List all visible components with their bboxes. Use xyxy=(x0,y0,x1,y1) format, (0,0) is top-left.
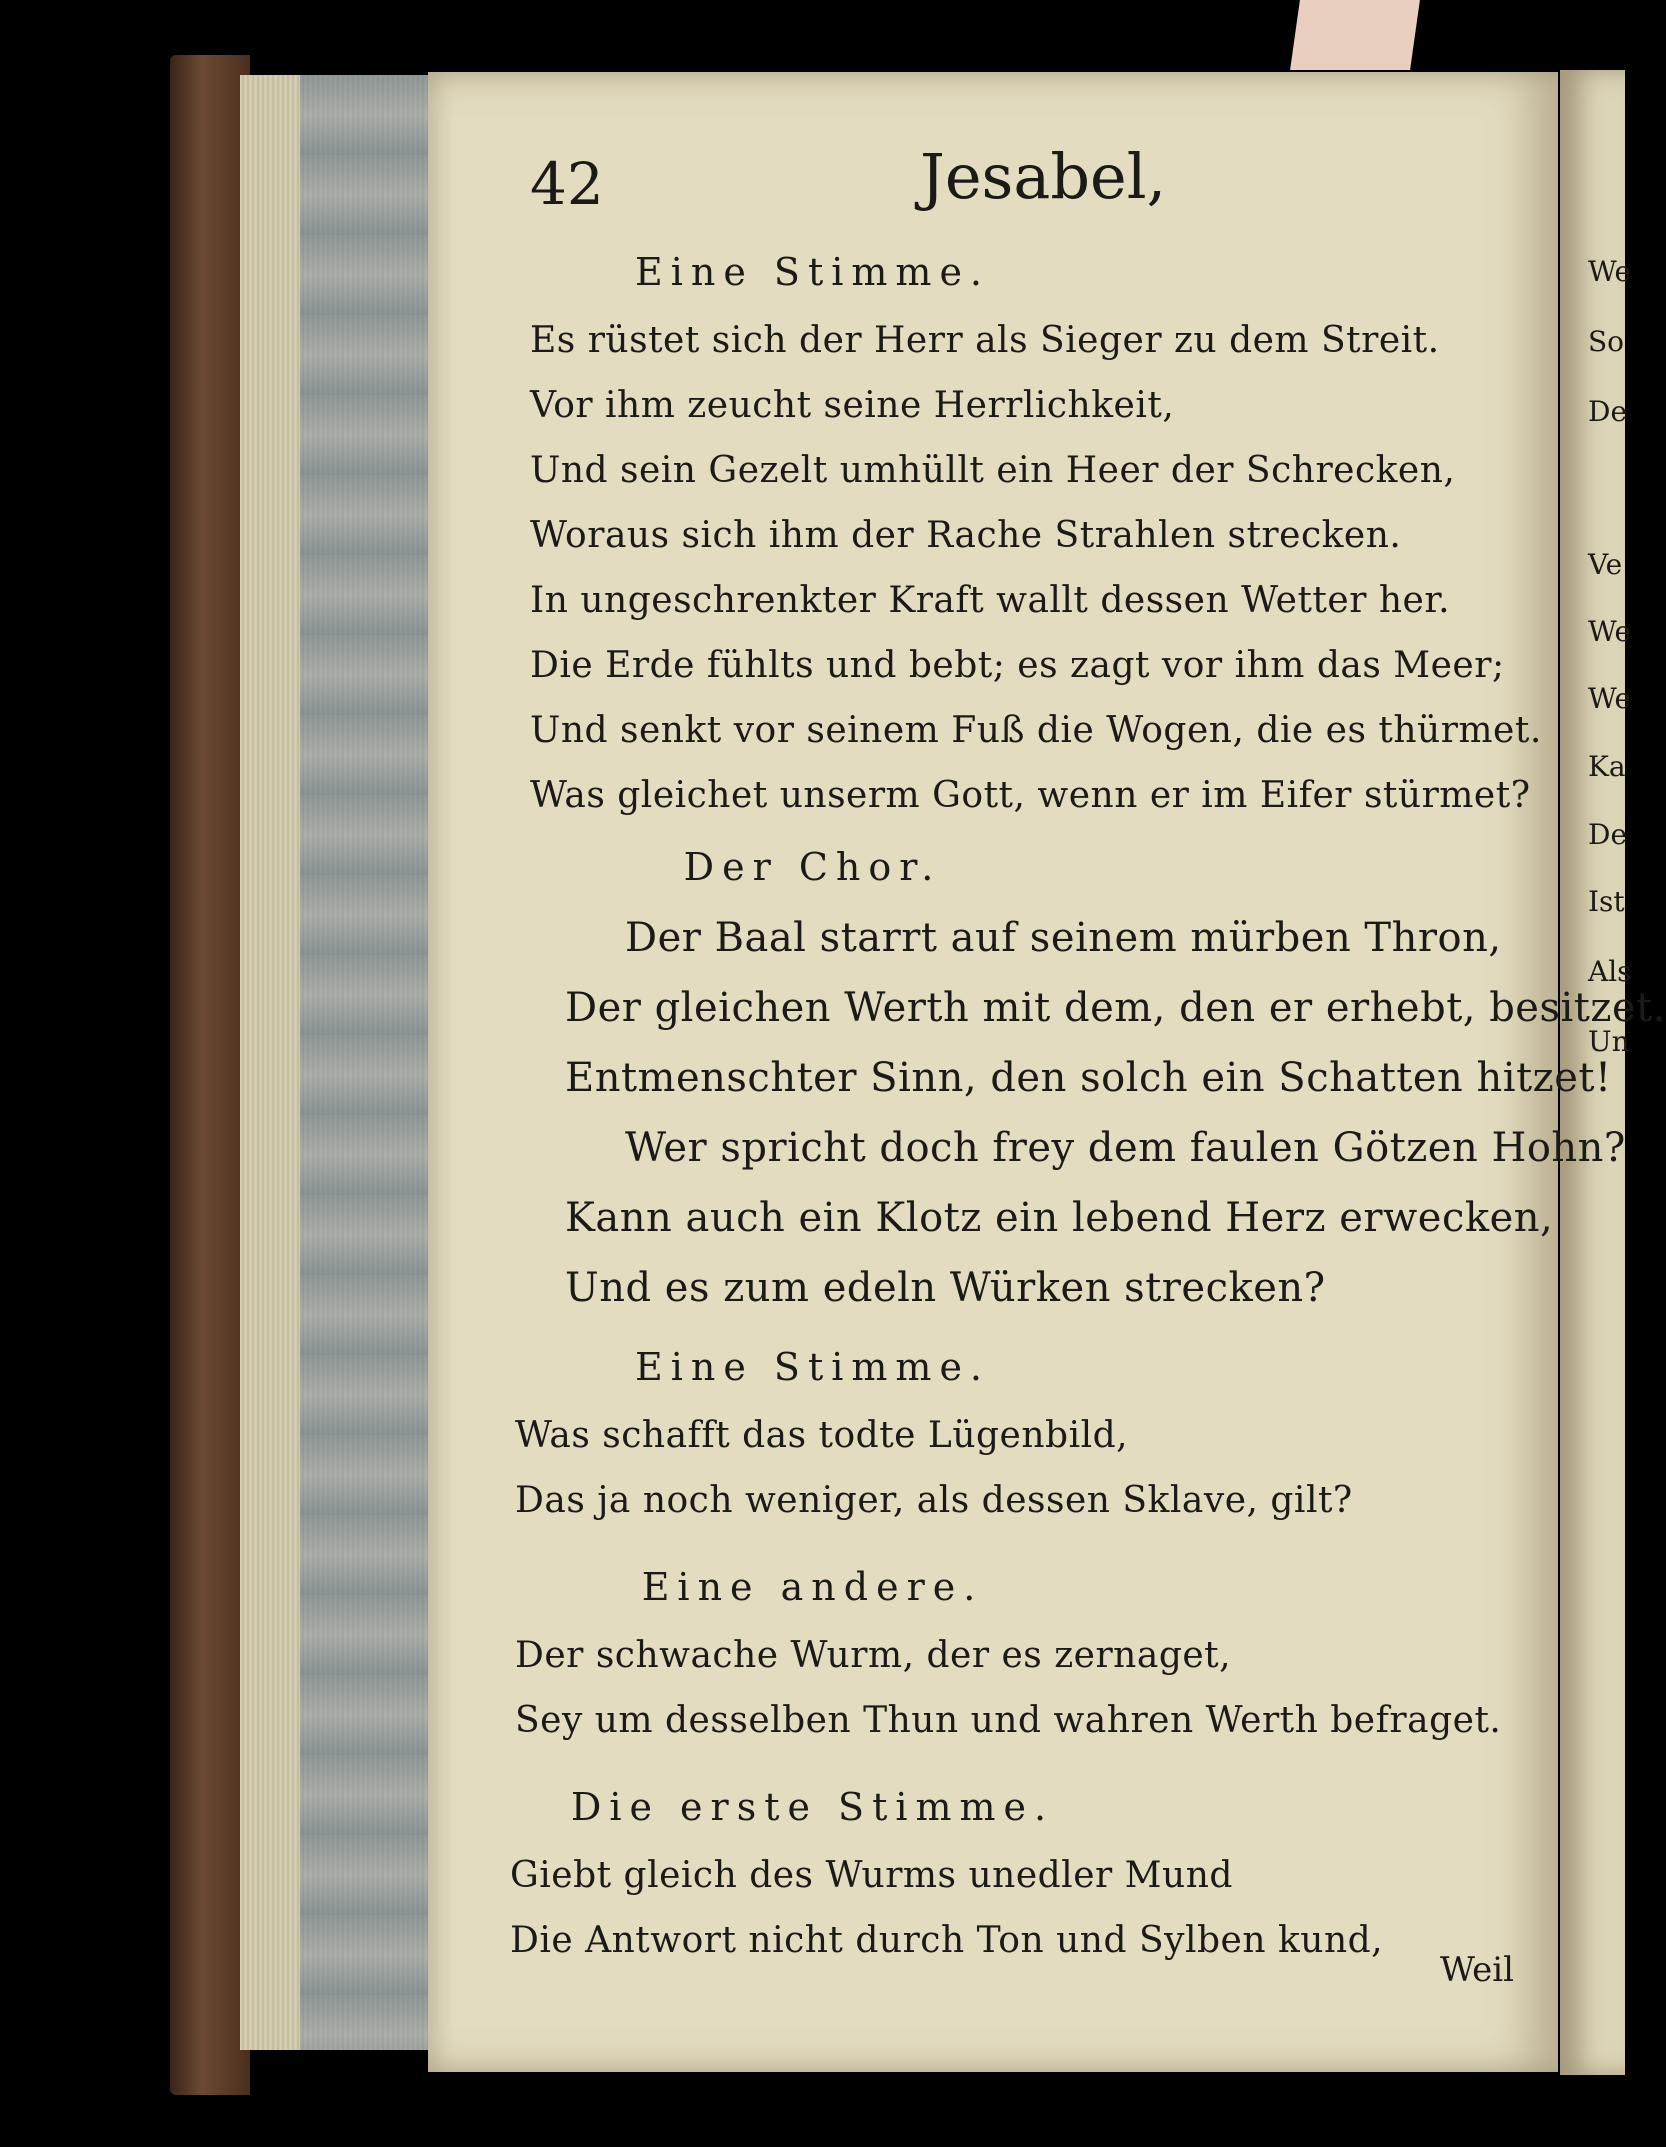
section-heading: Der Chor. xyxy=(683,845,942,889)
facing-fragment: De xyxy=(1588,395,1628,428)
verse-line: Und es zum edeln Würken strecken? xyxy=(565,1265,1326,1311)
verse-line: Die Antwort nicht durch Ton und Sylben kund, xyxy=(510,1920,1384,1961)
catchword: Weil xyxy=(1440,1950,1515,1990)
verse-line: Es rüstet sich der Herr als Sieger zu dem Streit. xyxy=(530,320,1440,361)
facing-fragment: Un xyxy=(1588,1025,1630,1058)
page-number: 42 xyxy=(530,150,604,218)
facing-fragment: We xyxy=(1588,615,1632,648)
section-heading: Eine andere. xyxy=(641,1565,984,1609)
verse-line: Der Baal starrt auf seinem mürben Thron, xyxy=(625,915,1502,961)
section-heading: Eine Stimme. xyxy=(634,1345,991,1389)
page-edges xyxy=(240,75,430,2050)
facing-fragment: Ka xyxy=(1588,750,1626,783)
verse-line: Das ja noch weniger, als dessen Sklave, gilt? xyxy=(515,1480,1353,1521)
verse-line: Kann auch ein Klotz ein lebend Herz erwecken, xyxy=(565,1195,1554,1241)
verse-line: Die Erde fühlts und bebt; es zagt vor ihm das Meer; xyxy=(530,645,1505,686)
verse-line: Vor ihm zeucht seine Herrlichkeit, xyxy=(530,385,1175,426)
facing-fragment: We xyxy=(1588,682,1632,715)
paper-scrap xyxy=(1290,0,1420,70)
verse-line: Und senkt vor seinem Fuß die Wogen, die es thürmet. xyxy=(530,710,1542,751)
verse-line: Und sein Gezelt umhüllt ein Heer der Schrecken, xyxy=(530,450,1456,491)
verse-line: Was schafft das todte Lügenbild, xyxy=(515,1415,1129,1456)
facing-fragment: So xyxy=(1588,325,1625,358)
verse-line: Woraus sich ihm der Rache Strahlen strecken. xyxy=(530,515,1402,556)
verse-line: Entmenschter Sinn, den solch ein Schatten hitzet! xyxy=(565,1055,1612,1101)
facing-fragment: Als xyxy=(1588,955,1632,988)
facing-fragment: Ve xyxy=(1588,548,1623,581)
section-heading: Eine Stimme. xyxy=(634,250,991,294)
verse-line: Was gleichet unserm Gott, wenn er im Eifer stürmet? xyxy=(530,775,1531,816)
verse-line: Der gleichen Werth mit dem, den er erhebt, besitzet. xyxy=(565,985,1666,1031)
verse-line: Wer spricht doch frey dem faulen Götzen Hohn? xyxy=(625,1125,1626,1171)
section-heading: Die erste Stimme. xyxy=(570,1785,1055,1829)
verse-line: Giebt gleich des Wurms unedler Mund xyxy=(510,1855,1233,1896)
verse-line: In ungeschrenkter Kraft wallt dessen Wetter her. xyxy=(530,580,1451,621)
facing-fragment: We xyxy=(1588,255,1632,288)
facing-fragment: Ist xyxy=(1588,885,1625,918)
verse-line: Der schwache Wurm, der es zernaget, xyxy=(515,1635,1232,1676)
verse-line: Sey um desselben Thun und wahren Werth befraget. xyxy=(515,1700,1502,1741)
running-title: Jesabel, xyxy=(920,140,1167,213)
facing-fragment: De xyxy=(1588,818,1628,851)
